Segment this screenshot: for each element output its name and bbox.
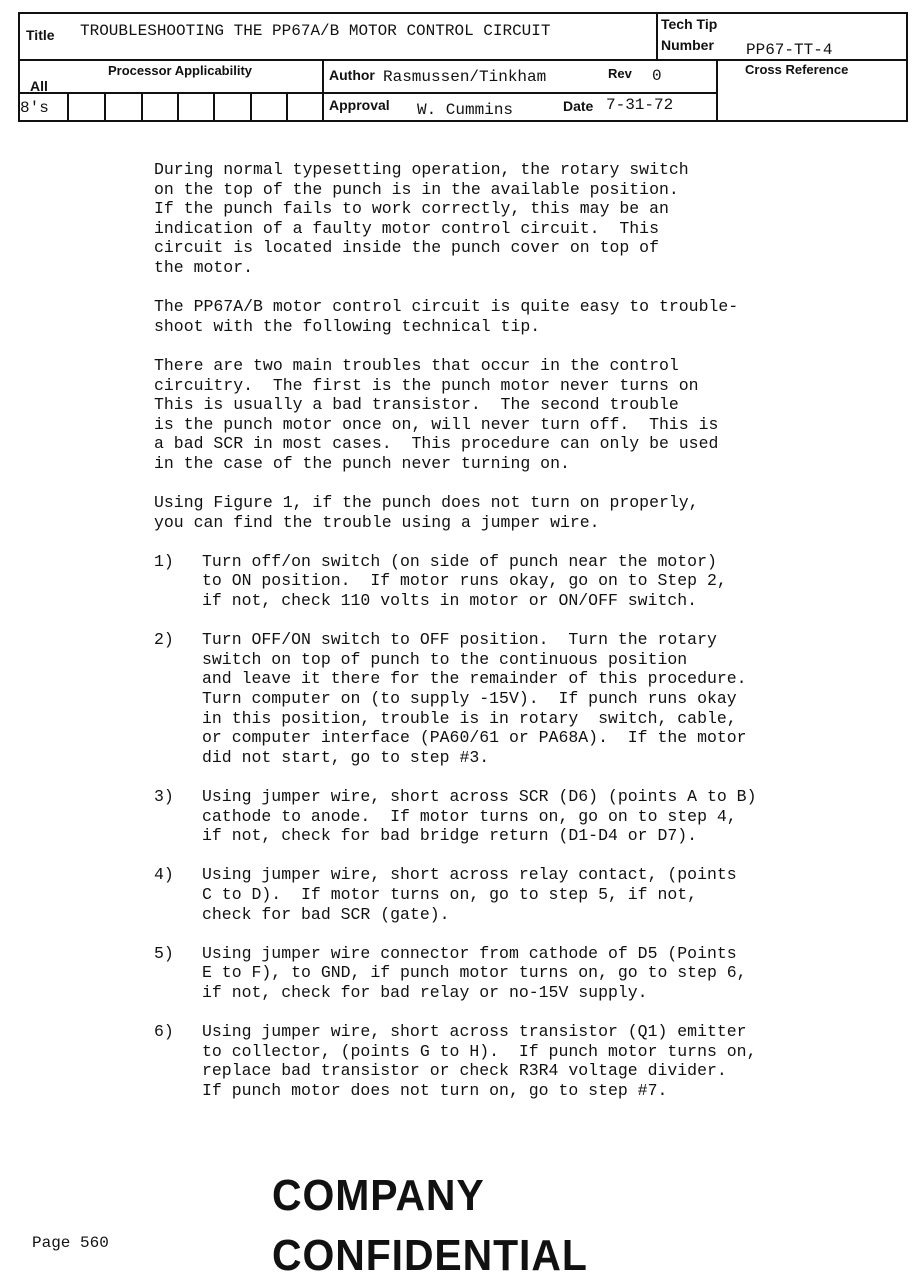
rule	[177, 92, 179, 120]
step-number: 4)	[154, 865, 174, 885]
title-label: Title	[26, 27, 55, 43]
paragraph: Using Figure 1, if the punch does not turn on properly, you can find the trouble using a jumper wire.	[154, 493, 699, 532]
all-value: 8's	[20, 99, 49, 117]
page-number: Page 560	[32, 1234, 109, 1252]
rule	[906, 12, 908, 122]
rule	[18, 120, 908, 122]
rule	[286, 92, 288, 120]
author-value: Rasmussen/Tinkham	[383, 68, 547, 86]
approval-value: W. Cummins	[417, 101, 514, 119]
paragraph: The PP67A/B motor control circuit is quite easy to trouble- shoot with the following technical tip.	[154, 297, 739, 336]
rule	[18, 92, 718, 94]
step-item	[154, 630, 874, 767]
rule	[656, 12, 908, 14]
all-label: All	[30, 78, 48, 94]
rule	[18, 12, 658, 14]
step-item	[154, 1022, 874, 1100]
step-text: Using jumper wire connector from cathode of D5 (Points E to F), to GND, if punch motor turns on, go to step 6, if not, check for bad relay or no-15V supply.	[202, 943, 747, 1002]
step-text: Turn OFF/ON switch to OFF position. Turn the rotary switch on top of punch to the continuous position and leave it there for the remainder of this procedure. Turn computer on (to supply -15V). If punch runs okay in this position, trouble is in rotary switch, cable, or computer interface (PA60/61 or PA68A). If the motor did not start, go to step #3.	[202, 630, 747, 767]
rule	[141, 92, 143, 120]
tech-tip-number: PP67-TT-4	[746, 41, 833, 59]
step-item	[154, 944, 874, 1003]
rule	[716, 59, 718, 122]
step-text: Using jumper wire, short across SCR (D6) (points A to B) cathode to anode. If motor turns on, go on to step 4, if not, check for bad bridge return (D1-D4 or D7).	[202, 787, 757, 846]
rule	[656, 12, 658, 60]
author-label: Author	[329, 67, 375, 83]
step-text: Using jumper wire, short across relay contact, (points C to D). If motor turns on, go to step 5, if not, check for bad SCR (gate).	[202, 865, 737, 924]
tech-tip-number-label: Number	[661, 37, 714, 53]
rev-label: Rev	[608, 66, 632, 81]
step-item	[154, 787, 874, 846]
processor-applicability-label: Processor Applicability	[108, 63, 253, 78]
paragraph: There are two main troubles that occur in the control circuitry. The first is the punch motor never turns on This is usually a bad transistor. The second trouble is the punch motor once on, will never turn off. This is a bad SCR in most cases. This procedure can only be used in the case of the punch never turning on.	[154, 355, 719, 473]
date-value: 7-31-72	[606, 96, 674, 114]
step-number: 1)	[154, 551, 174, 571]
tech-tip-label: Tech Tip	[661, 16, 718, 32]
approval-label: Approval	[329, 97, 390, 113]
step-number: 6)	[154, 1022, 174, 1042]
confidential-stamp	[272, 1164, 688, 1280]
document-body	[154, 160, 874, 1120]
date-label: Date	[563, 98, 594, 114]
confidential-text: COMPANY CONFIDENTIAL	[272, 1171, 588, 1280]
rule	[18, 59, 908, 61]
step-text: Using jumper wire, short across transistor (Q1) emitter to collector, (points G to H). If punch motor turns on, replace bad transistor or check R3R4 voltage divider. If punch motor does not turn on, go to step #7.	[202, 1022, 757, 1100]
step-item	[154, 865, 874, 924]
cross-reference-label: Cross Reference	[745, 62, 849, 77]
step-number: 5)	[154, 943, 174, 963]
rev-value: 0	[652, 67, 662, 85]
rule	[104, 92, 106, 120]
rule	[67, 92, 69, 120]
paragraph: During normal typesetting operation, the rotary switch on the top of the punch is in the available position. If the punch fails to work correctly, this may be an indication of a faulty motor control circuit. This circuit is located inside the punch cover on top of the motor.	[154, 160, 689, 277]
rule	[322, 59, 324, 122]
step-text: Turn off/on switch (on side of punch near the motor) to ON position. If motor runs okay, go on to Step 2, if not, check 110 volts in motor or ON/OFF switch.	[202, 551, 727, 611]
rule	[250, 92, 252, 120]
step-number: 3)	[154, 787, 174, 806]
step-number: 2)	[154, 630, 174, 650]
title-value: TROUBLESHOOTING THE PP67A/B MOTOR CONTROL CIRCUIT	[80, 22, 551, 40]
step-item	[154, 552, 874, 611]
rule	[213, 92, 215, 120]
